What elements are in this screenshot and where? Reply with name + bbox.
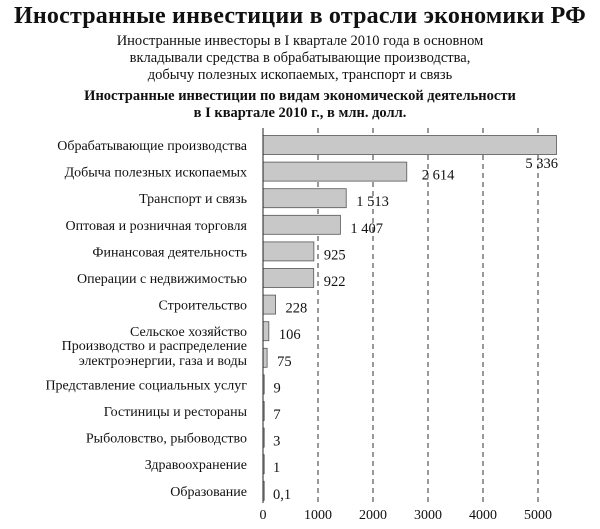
data-label: 1 513 xyxy=(356,194,389,211)
x-tick-label: 4000 xyxy=(469,508,497,523)
data-label: 2 614 xyxy=(421,167,455,184)
data-label: 922 xyxy=(323,274,346,290)
subtitle-line: добычу полезных ископаемых, транспорт и связь xyxy=(147,67,453,83)
data-label: 228 xyxy=(285,300,308,317)
category-label: Здравоохранение xyxy=(144,458,247,474)
category-label: Обрабатывающие производства xyxy=(57,139,247,154)
category-label: Образование xyxy=(170,484,247,500)
data-label: 925 xyxy=(323,247,346,264)
bar xyxy=(263,295,276,314)
category-label: Представление социальных услуг xyxy=(45,378,247,394)
data-label: 7 xyxy=(273,407,281,423)
subtitle-line: вкладывали средства в обрабатывающие производства, xyxy=(129,50,471,66)
chart-title-line: Иностранные инвестиции по видам экономической деятельности xyxy=(84,88,516,104)
category-label: Строительство xyxy=(158,298,247,314)
category-label: Производство и распределение электроэнергии, газа и воды xyxy=(61,338,247,369)
category-label: Операции с недвижимостью xyxy=(76,272,247,287)
chart-title-line: в I квартале 2010 г., в млн. долл. xyxy=(193,105,407,121)
x-tick-label: 2000 xyxy=(359,508,387,523)
bar xyxy=(263,348,267,367)
bar xyxy=(263,136,556,155)
data-label: 0,1 xyxy=(273,486,292,503)
bar xyxy=(263,242,314,261)
data-label: 106 xyxy=(278,327,301,344)
category-label: Оптовая и розничная торговля xyxy=(65,218,247,234)
data-label: 5 336 xyxy=(525,156,558,172)
data-label: 3 xyxy=(273,433,281,450)
category-label: Рыболовство, рыбоводство xyxy=(85,431,247,447)
category-label: Гостиницы и рестораны xyxy=(103,405,247,420)
data-label: 1 407 xyxy=(350,220,384,237)
x-tick-label: 3000 xyxy=(414,508,442,523)
category-label: Транспорт и связь xyxy=(139,192,247,208)
x-tick-label: 5000 xyxy=(524,508,552,523)
category-label: Добыча полезных ископаемых xyxy=(64,165,247,181)
bar xyxy=(263,189,346,208)
x-tick-label: 1000 xyxy=(304,508,332,523)
subtitle-line: Иностранные инвесторы в I квартале 2010 года в основном xyxy=(116,33,484,49)
data-label: 1 xyxy=(273,460,281,477)
bar xyxy=(263,322,269,341)
x-tick-label: 0 xyxy=(259,508,267,523)
category-label: Сельское хозяйство xyxy=(129,325,247,341)
page-title: Иностранные инвестиции в отрасли экономики РФ xyxy=(14,3,586,29)
data-label: 75 xyxy=(277,353,292,370)
bar xyxy=(263,162,407,181)
bar xyxy=(263,269,314,288)
category-label: Финансовая деятельность xyxy=(92,245,247,261)
bar xyxy=(263,215,340,234)
data-label: 9 xyxy=(273,380,281,397)
